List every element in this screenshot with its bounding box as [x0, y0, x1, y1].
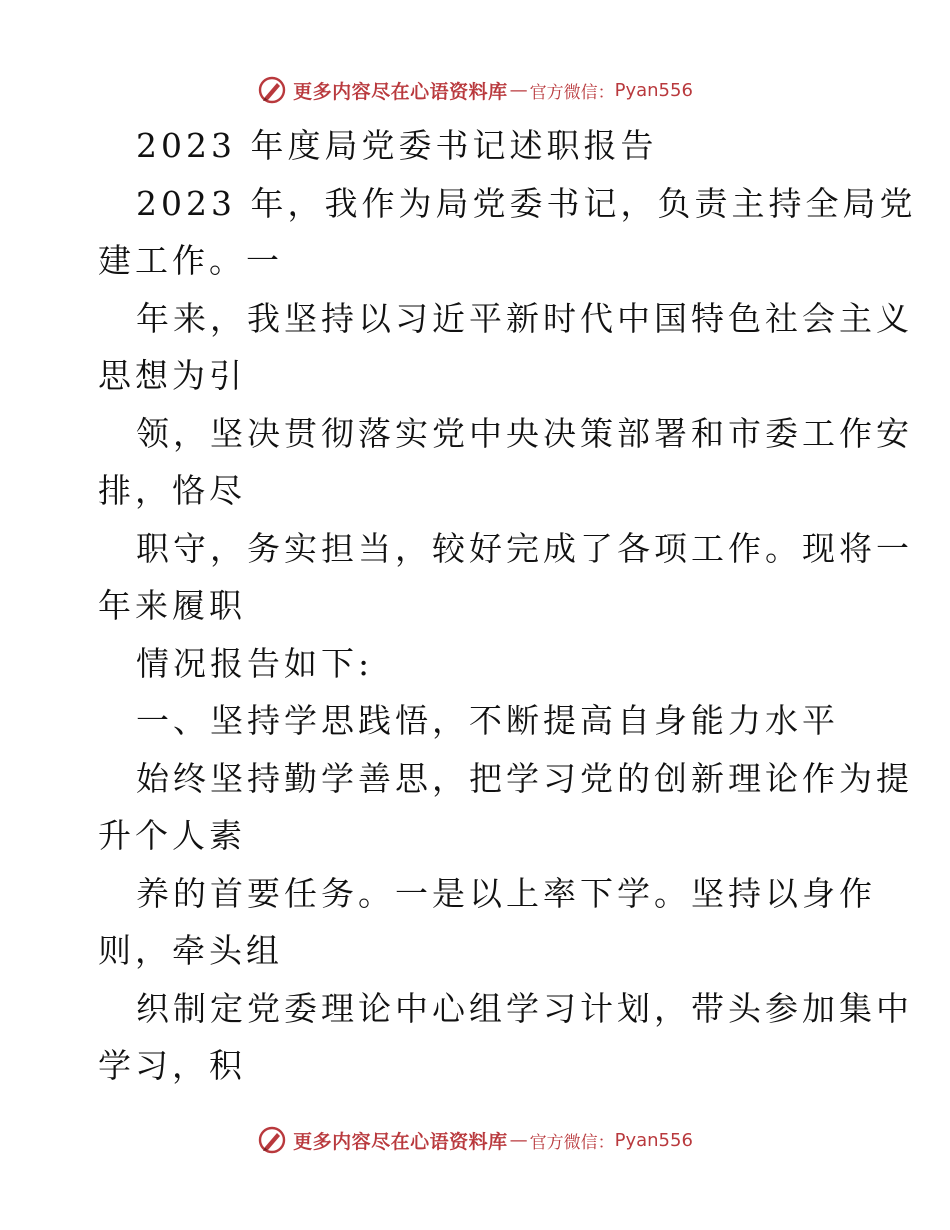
- pen-logo-icon: [257, 1125, 287, 1155]
- watermark-dash: —: [509, 79, 528, 101]
- document-body: [98, 117, 917, 1095]
- footer-watermark: [0, 1120, 950, 1160]
- document-line: 织制定党委理论中心组学习计划，带头参加集中: [136, 988, 913, 1028]
- watermark-wechat-id: Pyan556: [614, 1129, 693, 1151]
- document-line: 思想为引: [98, 356, 246, 395]
- watermark-wechat-label: 官方微信：: [529, 82, 615, 103]
- document-line: 升个人素: [98, 816, 246, 855]
- watermark-wechat-id: Pyan556: [614, 79, 693, 101]
- document-line: 排，恪尽: [98, 471, 246, 510]
- pen-logo-icon: [257, 75, 287, 105]
- document-line: 职守，务实担当，较好完成了各项工作。现将一: [136, 528, 913, 568]
- document-line: 2023 年，我作为局党委书记，负责主持全局党: [136, 183, 917, 223]
- document-line: 年来履职: [98, 586, 246, 625]
- document-line: 2023 年度局党委书记述职报告: [136, 126, 658, 165]
- document-line: 情况报告如下:: [136, 643, 374, 683]
- document-line: 学习，积: [98, 1046, 246, 1085]
- document-line: 养的首要任务。一是以上率下学。坚持以身作: [136, 873, 876, 913]
- document-line: 建工作。一: [98, 241, 283, 280]
- document-line: 始终坚持勤学善思，把学习党的创新理论作为提: [136, 758, 913, 798]
- watermark-wechat-label: 官方微信：: [529, 1132, 615, 1153]
- document-line: 则，牵头组: [98, 931, 283, 970]
- watermark-main-text: 更多内容尽在心语资料库: [293, 1130, 508, 1153]
- document-line: 年来，我坚持以习近平新时代中国特色社会主义: [136, 298, 913, 338]
- document-line: 领，坚决贯彻落实党中央决策部署和市委工作安: [136, 413, 913, 453]
- header-watermark: [0, 70, 950, 110]
- watermark-main-text: 更多内容尽在心语资料库: [293, 80, 508, 103]
- watermark-dash: —: [509, 1129, 528, 1151]
- document-line: 一、坚持学思践悟，不断提高自身能力水平: [136, 701, 839, 740]
